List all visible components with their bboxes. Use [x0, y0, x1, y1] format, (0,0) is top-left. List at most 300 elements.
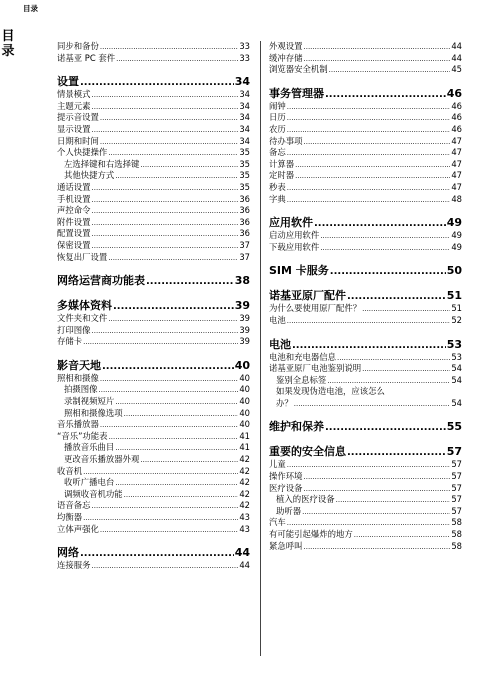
leader-dots	[302, 507, 450, 518]
toc-page-number: 58	[451, 517, 462, 528]
toc-left-column	[57, 41, 250, 572]
toc-entry-title: 立体声强化	[57, 523, 99, 534]
toc-page-number: 34	[239, 135, 250, 146]
toc-page-number: 47	[451, 135, 462, 146]
toc-subentry[interactable]	[57, 489, 250, 501]
toc-entry[interactable]	[57, 136, 250, 148]
toc-page-number: 44	[239, 560, 250, 571]
toc-entry-title: 鉴别全息标签	[276, 374, 327, 385]
toc-entry-title: 个人快捷操作	[57, 147, 108, 158]
toc-entry[interactable]	[269, 471, 462, 483]
toc-entry-title: 下载应用软件	[269, 241, 320, 252]
leader-dots	[92, 501, 239, 512]
side-tab-label: 目录	[1, 29, 15, 59]
toc-page-number: 57	[451, 505, 462, 516]
toc-entry-title: 维护和保养	[269, 420, 324, 434]
leader-dots	[304, 542, 451, 553]
toc-page-number: 36	[239, 205, 250, 216]
toc-entry-title: 日历	[269, 112, 286, 123]
toc-entry-title: 声控命令	[57, 205, 91, 216]
toc-page-number: 39	[239, 324, 250, 335]
toc-chapter-heading[interactable]	[269, 87, 462, 101]
toc-page-number: 49	[451, 241, 462, 252]
toc-entry-title: 主题元素	[57, 100, 91, 111]
leader-dots	[80, 76, 234, 89]
toc-entry[interactable]	[57, 228, 250, 240]
leader-dots	[115, 478, 238, 489]
toc-entry-title: 网络	[57, 546, 79, 560]
toc-page-number: 44	[451, 41, 462, 51]
toc-page-number: 34	[239, 112, 250, 123]
toc-entry[interactable]	[57, 431, 250, 443]
toc-page-number: 47	[451, 158, 462, 169]
leader-dots	[287, 183, 451, 194]
toc-entry[interactable]	[269, 541, 462, 553]
toc-page-number: 36	[239, 228, 250, 239]
toc-entry-title: 语音备忘	[57, 500, 91, 511]
leader-dots	[80, 547, 234, 560]
toc-entry-title: 重要的安全信息	[269, 445, 346, 459]
toc-page-number: 46	[451, 112, 462, 123]
toc-entry[interactable]	[269, 41, 462, 53]
leader-dots	[140, 160, 238, 171]
toc-page-number: 40	[239, 419, 250, 430]
toc-entry-title: 助听器	[276, 505, 302, 516]
toc-page-number: 47	[451, 181, 462, 192]
toc-entry[interactable]	[57, 313, 250, 325]
leader-dots	[99, 385, 239, 396]
toc-entry-title: 字典	[269, 193, 286, 204]
leader-dots	[287, 148, 451, 159]
running-header: 目录	[23, 4, 38, 13]
toc-page-number: 43	[239, 523, 250, 534]
toc-entry-title: 手机设置	[57, 193, 91, 204]
column-divider	[260, 41, 261, 656]
toc-entry-title: 启动应用软件	[269, 230, 320, 241]
toc-page-number: 41	[239, 430, 250, 441]
toc-entry-title: 电池	[269, 337, 291, 351]
toc-page-number: 42	[239, 465, 250, 476]
leader-dots	[92, 195, 239, 206]
leader-dots	[292, 339, 446, 352]
toc-entry-title: 网络运营商功能表	[57, 274, 145, 288]
leader-dots	[100, 42, 238, 53]
toc-entry[interactable]	[57, 240, 250, 252]
leader-dots	[287, 195, 451, 206]
toc-page-number: 42	[239, 454, 250, 465]
leader-dots	[108, 253, 238, 264]
toc-page-number: 42	[239, 500, 250, 511]
toc-entry-title: 通话设置	[57, 181, 91, 192]
toc-entry[interactable]	[57, 124, 250, 136]
toc-page-number: 39	[234, 299, 250, 313]
toc-page-number: 35	[239, 147, 250, 158]
toc-subentry[interactable]	[57, 454, 250, 466]
toc-subentry[interactable]	[57, 170, 250, 182]
toc-page-number: 34	[239, 89, 250, 100]
leader-dots	[347, 446, 446, 459]
toc-entry[interactable]	[57, 336, 250, 348]
leader-dots	[100, 420, 238, 431]
toc-entry-title: 音乐播放器	[57, 419, 99, 430]
toc-entry-title: 操作环境	[269, 471, 303, 482]
toc-entry-title: 缓冲存储	[269, 52, 303, 63]
leader-dots	[362, 304, 450, 315]
toc-entry[interactable]	[269, 64, 462, 76]
leader-dots	[108, 314, 238, 325]
leader-dots	[100, 525, 238, 536]
toc-entry-title: 诺基亚 PC 套件	[57, 52, 116, 63]
toc-page-number: 43	[239, 512, 250, 522]
toc-entry-title: 影音天地	[57, 358, 101, 372]
toc-entry[interactable]	[269, 459, 462, 471]
toc-entry[interactable]	[57, 217, 250, 229]
toc-entry-title: 录制视频短片	[64, 396, 115, 407]
leader-dots	[295, 160, 450, 171]
toc-entry-title: 显示设置	[57, 123, 91, 134]
toc-entry-title: SIM 卡服务	[269, 264, 329, 278]
toc-page-number: 34	[239, 100, 250, 111]
toc-page-number: 50	[446, 264, 462, 278]
toc-page-number: 44	[451, 52, 462, 63]
toc-entry[interactable]	[57, 466, 250, 478]
toc-entry-title: 收音机	[57, 465, 83, 476]
toc-page-number: 57	[451, 494, 462, 505]
leader-dots	[320, 231, 450, 242]
toc-entry[interactable]	[269, 159, 462, 171]
toc-page-number: 35	[239, 170, 250, 181]
toc-chapter-heading[interactable]	[57, 359, 250, 373]
toc-subentry[interactable]	[57, 442, 250, 454]
toc-page-number: 55	[446, 420, 462, 434]
toc-entry[interactable]	[57, 89, 250, 101]
leader-dots	[314, 217, 446, 230]
toc-entry[interactable]	[269, 136, 462, 148]
leader-dots	[92, 326, 239, 337]
toc-page-number: 35	[239, 181, 250, 192]
toc-page-number: 45	[451, 64, 462, 75]
leader-dots	[115, 443, 238, 454]
toc-entry[interactable]	[269, 363, 462, 375]
leader-dots	[347, 290, 446, 303]
toc-subentry[interactable]	[57, 159, 250, 171]
toc-chapter-heading[interactable]	[269, 216, 462, 230]
leader-dots	[108, 148, 238, 159]
leader-dots	[325, 421, 446, 434]
toc-entry-title: 收听广播电台	[64, 477, 115, 488]
leader-dots	[337, 353, 450, 364]
toc-entry-title: 多媒体资料	[57, 299, 112, 313]
toc-entry-title: 更改音乐播放器外观	[64, 454, 140, 465]
toc-page-number: 40	[239, 396, 250, 407]
toc-page-number: 49	[451, 230, 462, 241]
leader-dots	[109, 432, 239, 443]
toc-page-number: 47	[451, 147, 462, 158]
toc-page-number: 52	[451, 314, 462, 325]
toc-page-number: 38	[234, 274, 250, 288]
toc-entry-title: 照相和摄像	[57, 372, 99, 383]
toc-entry-title: 医疗设备	[269, 482, 303, 493]
toc-subentry[interactable]	[57, 384, 250, 396]
toc-entry-title: 同步和备份	[57, 41, 99, 51]
toc-entry-title: 附件设置	[57, 216, 91, 227]
toc-page-number: 39	[239, 313, 250, 324]
leader-dots	[287, 518, 451, 529]
toc-page-number: 40	[234, 358, 250, 372]
toc-entry[interactable]	[269, 230, 462, 242]
toc-chapter-heading[interactable]	[57, 546, 250, 560]
toc-entry-title: 应用软件	[269, 216, 313, 230]
toc-entry-title: 待办事项	[269, 135, 303, 146]
toc-entry[interactable]	[57, 560, 250, 572]
toc-entry[interactable]	[269, 124, 462, 136]
toc-subentry[interactable]	[57, 396, 250, 408]
toc-entry[interactable]	[57, 512, 250, 524]
toc-entry[interactable]	[57, 41, 250, 53]
toc-page-number: 58	[451, 529, 462, 540]
toc-chapter-heading[interactable]	[269, 338, 462, 352]
leader-dots	[113, 300, 234, 313]
leader-dots	[287, 316, 451, 327]
toc-page-number: 57	[451, 459, 462, 470]
toc-entry[interactable]	[269, 352, 462, 364]
toc-entry[interactable]	[57, 53, 250, 65]
toc-page-number: 34	[234, 75, 250, 89]
toc-entry-title: 调频收音机功能	[64, 488, 123, 499]
toc-page-number: 46	[451, 123, 462, 134]
leader-dots	[100, 374, 238, 385]
toc-entry-title: “音乐”功能表	[57, 430, 108, 441]
toc-entry-title: 儿童	[269, 459, 286, 470]
toc-entry-title: 为什么要使用原厂配件？	[269, 303, 362, 314]
leader-dots	[100, 113, 238, 124]
toc-page-number: 37	[239, 251, 250, 262]
leader-dots	[83, 513, 238, 524]
toc-entry-title: 恢复出厂设置	[57, 251, 108, 262]
leader-dots	[325, 88, 446, 101]
toc-page-number: 40	[239, 372, 250, 383]
toc-entry[interactable]	[57, 524, 250, 536]
leader-dots	[100, 137, 238, 148]
toc-page-number: 58	[451, 540, 462, 551]
leader-dots	[287, 125, 451, 136]
toc-entry[interactable]	[269, 101, 462, 113]
toc-entry[interactable]	[269, 483, 462, 495]
toc-entry[interactable]	[57, 112, 250, 124]
toc-chapter-heading[interactable]	[57, 75, 250, 89]
toc-entry[interactable]	[269, 112, 462, 124]
toc-entry-title: 浏览器安全机制	[269, 64, 328, 75]
toc-entry-title: 提示音设置	[57, 112, 99, 123]
toc-entry-title: 秒表	[269, 181, 286, 192]
toc-entry[interactable]	[269, 529, 462, 541]
toc-page-number: 36	[239, 193, 250, 204]
toc-page-number: 57	[451, 471, 462, 482]
leader-dots	[362, 364, 450, 375]
toc-page-number: 47	[451, 170, 462, 181]
toc-page-number: 53	[451, 351, 462, 362]
toc-entry-title: 紧急呼叫	[269, 540, 303, 551]
toc-entry-title: 定时器	[269, 170, 295, 181]
toc-page-number: 33	[239, 41, 250, 51]
leader-dots	[92, 206, 239, 217]
toc-entry[interactable]	[57, 205, 250, 217]
toc-entry-title: 农历	[269, 123, 286, 134]
toc-entry[interactable]	[269, 386, 462, 398]
toc-chapter-heading[interactable]	[269, 420, 462, 434]
toc-page-number: 51	[451, 303, 462, 314]
leader-dots	[83, 337, 238, 348]
leader-dots	[124, 409, 239, 420]
toc-entry-title: 播放音乐曲目	[64, 442, 115, 453]
toc-right-column	[269, 41, 462, 552]
toc-page-number: 36	[239, 216, 250, 227]
toc-page-number: 54	[451, 363, 462, 374]
toc-entry-title: 保密设置	[57, 239, 91, 250]
toc-entry-title: 事务管理器	[269, 86, 324, 100]
toc-entry[interactable]	[269, 517, 462, 529]
toc-page-number: 57	[446, 445, 462, 459]
toc-entry[interactable]	[57, 252, 250, 264]
leader-dots	[327, 376, 450, 387]
leader-dots	[92, 241, 239, 252]
toc-page-number: 46	[446, 86, 462, 100]
toc-entry[interactable]	[57, 325, 250, 337]
toc-page-number: 46	[451, 100, 462, 111]
toc-entry[interactable]	[57, 419, 250, 431]
toc-page-number: 37	[239, 239, 250, 250]
toc-page-number: 33	[239, 52, 250, 63]
toc-entry-title: 打印图像	[57, 324, 91, 335]
toc-page-number: 40	[239, 407, 250, 418]
toc-entry-title: 左选择键和右选择键	[64, 158, 140, 169]
toc-subentry[interactable]	[269, 494, 462, 506]
leader-dots	[92, 90, 239, 101]
toc-entry-continued[interactable]	[269, 398, 462, 410]
leader-dots	[320, 243, 450, 254]
leader-dots	[92, 125, 239, 136]
toc-entry[interactable]	[57, 101, 250, 113]
toc-entry[interactable]	[269, 170, 462, 182]
toc-entry[interactable]	[57, 500, 250, 512]
toc-subentry[interactable]	[269, 375, 462, 387]
toc-entry-title: 计算器	[269, 158, 295, 169]
side-tab	[1, 29, 15, 59]
leader-dots	[92, 218, 239, 229]
toc-entry-title: 连接服务	[57, 560, 91, 571]
toc-page-number: 48	[451, 193, 462, 204]
leader-dots	[329, 65, 451, 76]
toc-entry-title: 电池	[269, 314, 286, 325]
toc-entry[interactable]	[269, 315, 462, 327]
toc-entry-title: 设置	[57, 75, 79, 89]
toc-entry[interactable]	[269, 242, 462, 254]
leader-dots	[92, 229, 239, 240]
toc-page-number: 40	[239, 384, 250, 395]
leader-dots	[102, 360, 234, 373]
leader-dots	[92, 102, 239, 113]
leader-dots	[295, 171, 450, 182]
toc-page-number: 39	[239, 336, 250, 347]
leader-dots	[92, 183, 239, 194]
toc-entry-title: 闹钟	[269, 100, 286, 111]
toc-subentry[interactable]	[269, 506, 462, 518]
leader-dots	[83, 467, 238, 478]
leader-dots	[354, 530, 451, 541]
leader-dots	[115, 171, 238, 182]
toc-page-number: 49	[446, 216, 462, 230]
toc-entry[interactable]	[57, 147, 250, 159]
toc-entry-title: 存储卡	[57, 336, 83, 347]
toc-entry-title: 备忘	[269, 147, 286, 158]
toc-page-number: 35	[239, 158, 250, 169]
toc-entry[interactable]	[269, 182, 462, 194]
leader-dots	[304, 54, 451, 65]
toc-entry-title: 其他快捷方式	[64, 170, 115, 181]
toc-entry-title: 文件夹和文件	[57, 313, 108, 324]
toc-entry[interactable]	[57, 182, 250, 194]
leader-dots	[140, 455, 238, 466]
toc-entry-title: 拍摄图像	[64, 384, 98, 395]
toc-entry-title: 汽车	[269, 517, 286, 528]
leader-dots	[304, 42, 451, 53]
toc-entry-title: 办？	[276, 397, 293, 408]
toc-subentry[interactable]	[57, 408, 250, 420]
leader-dots	[304, 472, 451, 483]
leader-dots	[304, 484, 451, 495]
toc-entry[interactable]	[269, 147, 462, 159]
leader-dots	[336, 495, 451, 506]
toc-entry-title: 情景模式	[57, 89, 91, 100]
toc-page-number: 42	[239, 488, 250, 499]
leader-dots	[92, 561, 239, 572]
leader-dots	[287, 460, 451, 471]
toc-entry-title: 植入的医疗设备	[276, 494, 335, 505]
toc-entry-title: 均衡器	[57, 512, 83, 522]
toc-entry-title: 有可能引起爆炸的地方	[269, 529, 353, 540]
toc-entry-title: 外观设置	[269, 41, 303, 51]
leader-dots	[294, 399, 451, 410]
toc-entry-title: 配置设置	[57, 228, 91, 239]
toc-entry-title: 诺基亚原厂电池鉴别说明	[269, 363, 362, 374]
toc-page-number: 57	[451, 482, 462, 493]
toc-entry-title: 电池和充电器信息	[269, 351, 336, 362]
toc-chapter-heading[interactable]	[269, 289, 462, 303]
toc-entry-title: 日期和时间	[57, 135, 99, 146]
leader-dots	[287, 102, 451, 113]
toc-page-number: 54	[451, 374, 462, 385]
toc-page-number: 44	[234, 546, 250, 560]
leader-dots	[304, 137, 451, 148]
toc-page-number: 34	[239, 123, 250, 134]
toc-chapter-heading[interactable]	[269, 445, 462, 459]
toc-entry-title: 如果发现伪造电池，应该怎么	[276, 386, 385, 397]
toc-subentry[interactable]	[57, 477, 250, 489]
toc-entry[interactable]	[269, 53, 462, 65]
toc-entry-title: 照相和摄像选项	[64, 407, 123, 418]
toc-chapter-heading[interactable]	[57, 274, 250, 288]
toc-entry[interactable]	[269, 303, 462, 315]
toc-entry[interactable]	[57, 373, 250, 385]
leader-dots	[330, 265, 446, 278]
toc-chapter-heading[interactable]	[269, 264, 462, 278]
toc-entry[interactable]	[57, 194, 250, 206]
toc-chapter-heading[interactable]	[57, 299, 250, 313]
toc-page-number: 54	[451, 397, 462, 408]
toc-entry[interactable]	[269, 194, 462, 206]
leader-dots	[124, 490, 239, 501]
toc-page-number: 42	[239, 477, 250, 488]
